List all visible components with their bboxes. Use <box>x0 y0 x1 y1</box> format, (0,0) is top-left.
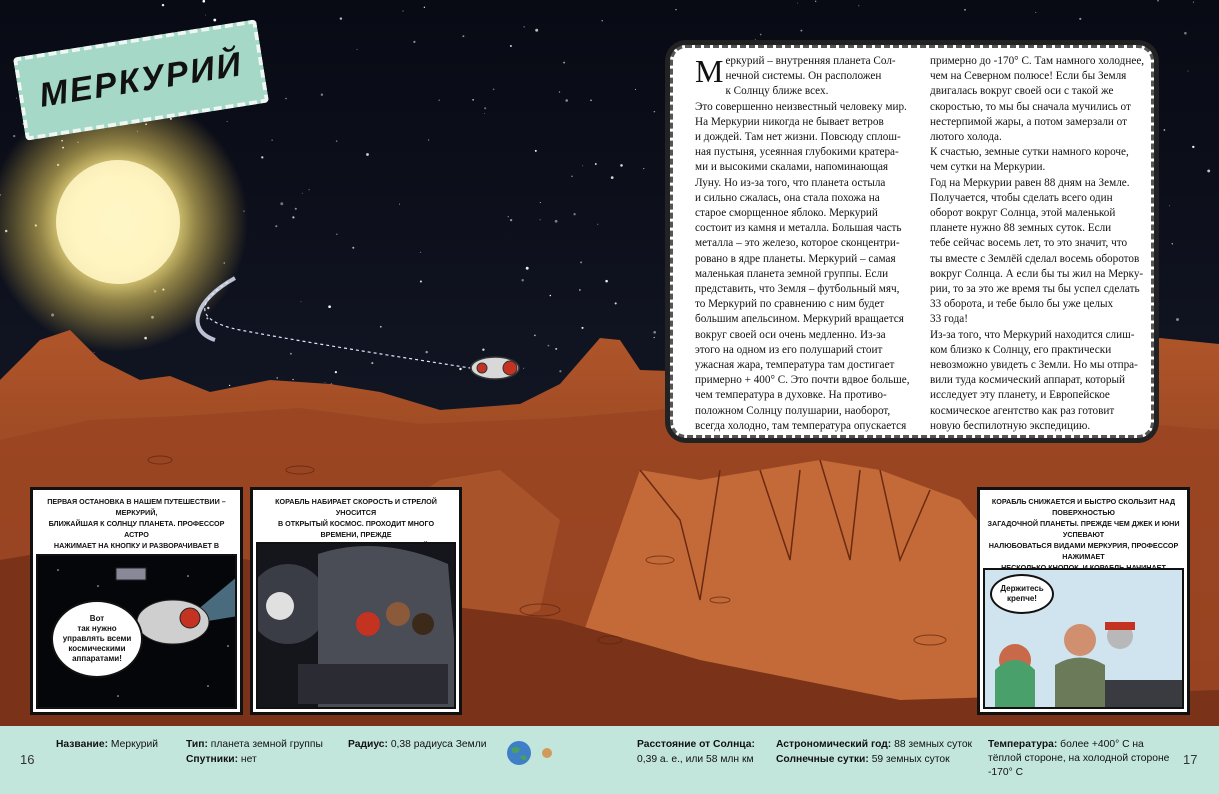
star <box>276 377 278 379</box>
fact-name-label: Название: <box>56 739 109 750</box>
star <box>292 379 293 380</box>
star <box>94 352 95 353</box>
fact-moons <box>186 753 257 767</box>
star <box>227 121 228 122</box>
star <box>580 261 582 263</box>
star <box>1176 318 1179 321</box>
star <box>399 204 400 205</box>
star <box>1184 32 1187 35</box>
star <box>1207 169 1210 172</box>
star <box>380 326 382 328</box>
comic-panel-1 <box>30 487 243 715</box>
star <box>653 331 656 334</box>
star <box>13 135 15 137</box>
star <box>302 193 303 194</box>
star <box>1193 2 1194 3</box>
star <box>815 1 816 2</box>
star <box>16 98 17 99</box>
star <box>357 49 358 50</box>
star <box>275 225 277 227</box>
star <box>336 234 337 235</box>
star <box>615 302 617 304</box>
star <box>666 132 667 133</box>
star <box>800 30 802 32</box>
star <box>413 41 415 43</box>
star <box>229 385 230 386</box>
panel-2-caption: КОРАБЛЬ НАБИРАЕТ СКОРОСТЬ И СТРЕЛОЙ УНОСИТСЯ В ОТКРЫТЫЙ КОСМОС. ПРОХОДИТ МНОГО ВРЕМЕНИ, ПРЕЖДЕ <box>275 497 437 539</box>
star <box>595 163 597 165</box>
star <box>420 252 421 253</box>
star <box>484 107 486 109</box>
star <box>565 99 568 102</box>
fact-distance-value: 0,39 а. е., или 58 млн км <box>637 754 754 765</box>
star <box>555 220 558 223</box>
star <box>755 39 756 40</box>
star <box>535 150 537 152</box>
star <box>523 368 524 369</box>
star <box>482 349 484 351</box>
star <box>535 29 538 32</box>
fact-name <box>56 738 158 752</box>
star <box>1079 18 1081 20</box>
fact-day-value: 59 земных суток <box>871 754 950 765</box>
star <box>1035 12 1036 13</box>
star <box>571 175 573 177</box>
fact-year <box>776 738 972 752</box>
star <box>261 156 263 158</box>
star <box>162 4 164 6</box>
star <box>605 280 608 283</box>
star <box>1169 205 1170 206</box>
page-number-left: 16 <box>20 752 35 767</box>
fact-type <box>186 738 323 752</box>
fact-temp-value: более +400° С на тёплой стороне, на холодной стороне -170° С <box>988 739 1170 778</box>
star <box>366 153 369 156</box>
star <box>285 98 287 100</box>
star <box>555 348 557 350</box>
star <box>654 337 655 338</box>
star <box>428 140 429 141</box>
panel-3-caption: КОРАБЛЬ СНИЖАЕТСЯ И БЫСТРО СКОЛЬЗИТ НАД ПОВЕРХНОСТЬЮ ЗАГАДОЧНОЙ ПЛАНЕТЫ. ПРЕЖДЕ ЧЕМ ДЖЕК И ЮНИ УСПЕВАЮТ НАЛЮБОВАТЬСЯ ВИДАМИ МЕРКУРИЯ, ПРОФЕССОР НАЖИМАЕТ <box>987 497 1180 561</box>
fact-radius-label: Радиус: <box>348 739 388 750</box>
fact-day <box>776 753 950 767</box>
panel-1-caption: ПЕРВАЯ ОСТАНОВКА В НАШЕМ ПУТЕШЕСТВИИ – МЕРКУРИЙ, БЛИЖАЙШАЯ К СОЛНЦУ ПЛАНЕТА. ПРОФЕССОР АСТРО НАЖИМАЕТ НА КНОПКУ И РАЗВОРАЧИВАЕТ В <box>47 497 226 550</box>
text-column-right: примерно до -170° С. Там намного холоднее, чем на Северном полюсе! Если бы Земля двигалась вокруг своей оси с такой же скоростью, то мы бы сначала мучились от нестерпимой жары, а потом замерзали от лютого холода. К счастью, земные сутки намного короче, чем сутки на Меркурии. Год на Меркурии равен 88 дням на Земле. Получается, чтобы сделать всего один оборот вокруг Солнца, этой маленькой планете нужно 88 земных суток. Если тебе сейчас восемь лет, то это значит, что ты вместе с Землёй сделал восемь оборотов вокруг Солнца. А если бы ты жил на Мерку- рии, то за это же время ты бы успел сделать 33 оборота, и тебе было бы уже целых 33 года! Из-за того, что Меркурий находится слиш- ком близко к Солнцу, его практически невозможно увидеть с Земли. Но мы отпра- вили туда космический аппарат, который исследует эту планету, и Европейское космическое агентство как раз готовит новую беспилотную экспедицию. <box>930 55 1145 432</box>
star <box>550 295 552 297</box>
panel-2-illustration <box>258 544 456 709</box>
fact-name-value: Меркурий <box>110 739 158 750</box>
fact-moons-label: Спутники: <box>186 754 239 765</box>
star <box>459 368 461 370</box>
spaceship <box>471 357 519 379</box>
page-title: МЕРКУРИЙ <box>36 44 246 115</box>
star <box>620 164 623 167</box>
star <box>213 19 216 22</box>
fact-year-label: Астрономический год: <box>776 739 892 750</box>
star <box>290 353 292 355</box>
fact-day-label: Солнечные сутки: <box>776 754 869 765</box>
star <box>590 99 592 101</box>
star <box>325 382 326 383</box>
star <box>559 91 560 92</box>
star <box>521 279 523 281</box>
drop-cap: М <box>695 53 724 89</box>
star <box>582 165 583 166</box>
comic-panel-3 <box>977 487 1190 715</box>
star <box>611 176 614 179</box>
star <box>321 93 323 95</box>
fact-temperature <box>988 738 1176 780</box>
star <box>271 139 272 140</box>
star <box>1158 302 1159 303</box>
star <box>563 62 565 64</box>
star <box>635 89 636 90</box>
fact-type-label: Тип: <box>186 739 208 750</box>
fact-distance <box>637 738 755 752</box>
fact-radius-value: 0,38 радиуса Земли <box>390 739 487 750</box>
star <box>462 35 464 37</box>
star <box>1188 71 1189 72</box>
star <box>510 45 512 47</box>
planet-size-comparison-icon <box>506 740 556 768</box>
star <box>760 34 762 36</box>
star <box>352 247 354 249</box>
star <box>484 113 485 114</box>
star <box>510 219 512 221</box>
fact-radius <box>348 738 487 752</box>
fact-year-value: 88 земных суток <box>894 739 973 750</box>
panel-3-speech-bubble: Держитесь крепче! <box>990 574 1054 614</box>
star <box>1157 0 1159 1</box>
fact-temp-label: Температура: <box>988 739 1058 750</box>
main-text-box <box>670 45 1154 438</box>
star <box>579 289 580 290</box>
star <box>328 305 331 308</box>
text-column-left-body: еркурий – внутренняя планета Сол- нечной системы. Он расположен к Солнцу ближе всех. Это совершенно неизвестный человеку мир. На Меркурии никогда не бывает ветров и дождей. Там нет жизни. Повсюду сплош- ная пустыня, усеянная глубокими кратера- ми и высокими скалами, напоминающая Луну. Но из-за того, что планета остыла и сильно сжалась, она стала похожа на старое сморщенное яблоко. Меркурий состоит из камня и металла. Большая часть металла – это железо, которое сконцентри- ровано в ядре планеты. Меркурий – самая маленькая планета земной группы. Если представить, что Земля – футбольный мяч, то Меркурий по сравнению с ним будет большим апельсином. Меркурий вращается вокруг своей оси очень медленно. Из-за этого на одном из его полушарий стоит ужасная жара, температура там достигает примерно + 400° С. Это почти вдвое больше, чем температура в духовке. На противо- положном Солнцу полушарии, наоборот, всегда холодно, там температура опускается <box>695 55 910 432</box>
star <box>309 189 310 190</box>
star <box>526 267 529 270</box>
page-number-right: 17 <box>1183 752 1198 767</box>
fact-moons-value: нет <box>240 754 257 765</box>
star <box>964 9 966 11</box>
star <box>493 88 495 90</box>
star <box>675 9 677 11</box>
star <box>424 7 425 8</box>
star <box>295 208 297 210</box>
star <box>439 100 440 101</box>
star <box>540 202 541 203</box>
star <box>1164 129 1166 131</box>
star <box>654 111 656 113</box>
panel-1-speech-bubble: Вот так нужно управлять всеми космическими аппаратами! <box>51 600 143 678</box>
star <box>336 140 338 142</box>
star <box>548 345 550 347</box>
star <box>403 11 404 12</box>
comic-panel-2 <box>250 487 462 715</box>
star <box>425 351 427 353</box>
star <box>420 280 422 282</box>
star <box>858 5 859 6</box>
star <box>340 17 342 19</box>
fact-distance-label: Расстояние от Солнца: <box>637 739 755 750</box>
star <box>573 213 575 215</box>
star <box>1156 120 1159 123</box>
star <box>1192 146 1194 148</box>
star <box>601 20 602 21</box>
star <box>534 335 536 337</box>
star <box>371 362 373 364</box>
star <box>205 15 206 16</box>
star <box>1172 243 1174 245</box>
star <box>472 99 473 100</box>
star <box>508 216 509 217</box>
star <box>597 224 598 225</box>
star <box>206 317 208 319</box>
panel-2-art <box>256 542 456 709</box>
star <box>643 168 644 169</box>
star <box>797 3 798 4</box>
star <box>581 327 583 329</box>
star <box>292 216 294 218</box>
star <box>280 202 283 205</box>
text-column-left <box>695 54 915 434</box>
star <box>300 301 301 302</box>
star <box>335 371 337 373</box>
star <box>559 370 561 372</box>
star <box>540 219 541 220</box>
fact-type-value: планета земной группы <box>210 739 323 750</box>
star <box>524 26 525 27</box>
